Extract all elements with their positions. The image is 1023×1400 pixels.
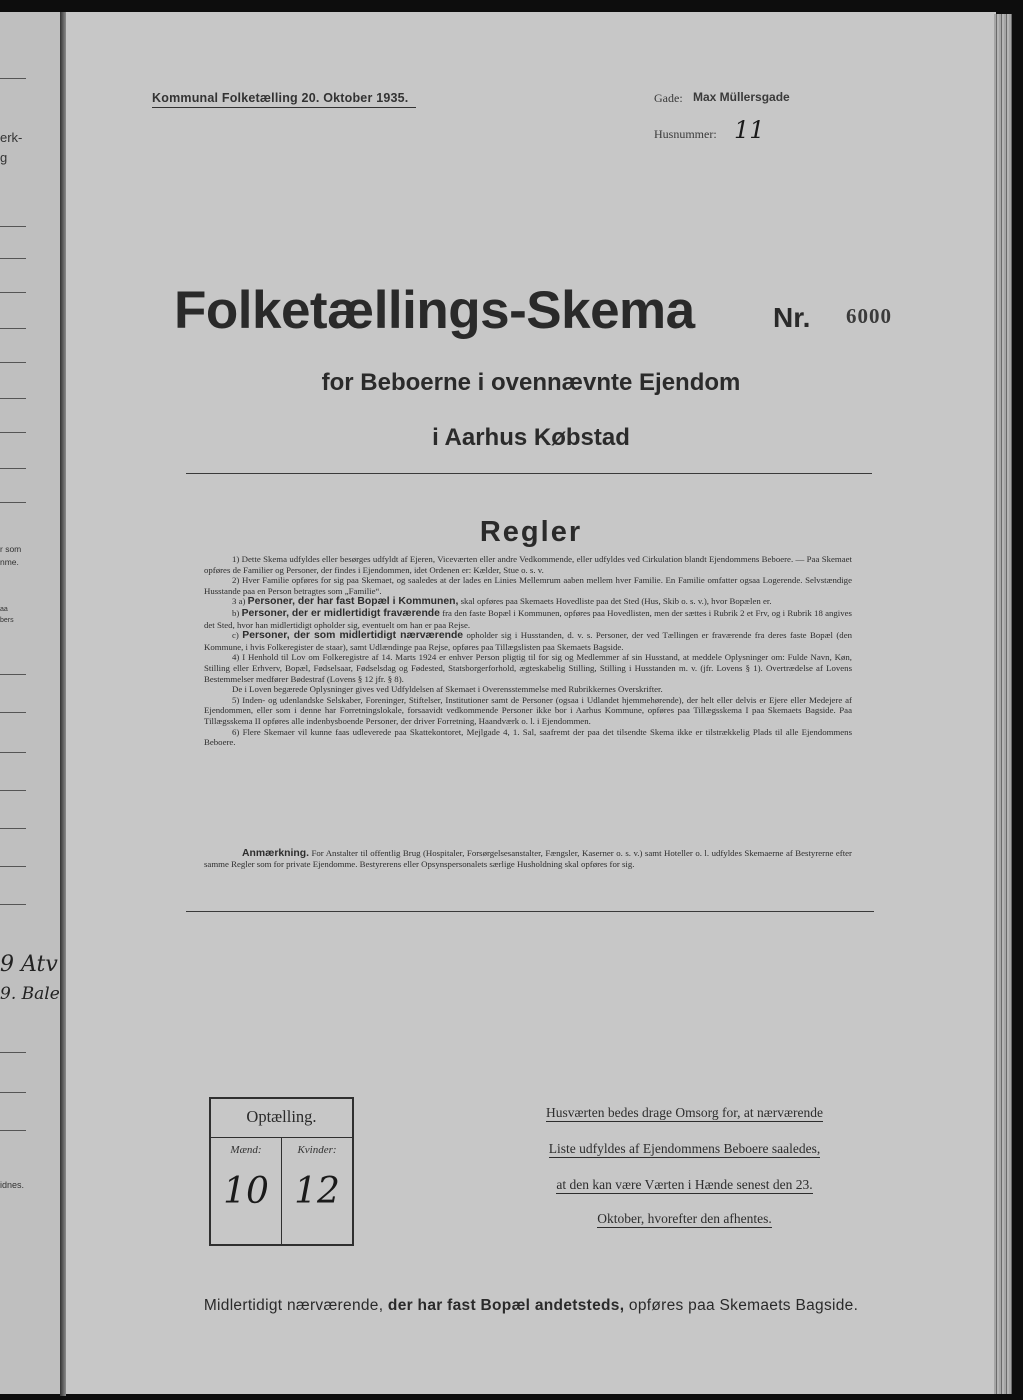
page-fragment-text: erk- bbox=[0, 130, 23, 145]
landlord-note-line bbox=[518, 1211, 851, 1227]
ruled-line bbox=[0, 502, 26, 503]
ruled-line bbox=[0, 226, 26, 227]
rule-6: 6) Flere Skemaer vil kunne faas udleverede paa Skattekontoret, Mejlgade 4, 1. Sal, saafremt der paa det tilsendte Skema ikke er tilstrækkelig Plads til alle Ejendommens Beboere. bbox=[204, 726, 852, 748]
handwritten-note: 9. Bale bbox=[0, 984, 60, 1004]
ruled-line bbox=[0, 362, 26, 363]
ruled-line bbox=[0, 328, 26, 329]
header-underline bbox=[152, 107, 416, 108]
ruled-line bbox=[0, 398, 26, 399]
page-fragment-text: r som bbox=[0, 544, 22, 554]
rule-3a bbox=[204, 596, 852, 608]
census-form-page bbox=[66, 12, 996, 1394]
men-label: Mænd: bbox=[230, 1144, 262, 1156]
footer-note bbox=[66, 1297, 996, 1315]
rules-heading: Regler bbox=[479, 516, 583, 548]
form-number-label: Nr. bbox=[773, 302, 811, 333]
rule-3b bbox=[204, 608, 852, 630]
page-fragment-text: bers bbox=[0, 617, 14, 624]
divider bbox=[186, 911, 874, 912]
rule-3c-bold: Personer, der som midlertidigt nærværende bbox=[242, 630, 464, 642]
rule-5: 5) Inden- og udenlandske Selskaber, Foreninger, Stiftelser, Institutioner samt de Personer (ogsaa i Udlandet hjemmehørende), der helt eller delvis er Ejere eller Medejere af Ejendommen, eller som i denne har Forretningslokale, forsaavidt vedkommende Personer ikke bor i Aarhus Kommune, opføres paa Tillægsskema I paa Skemaets Bagside. Paa Tillægsskema II opføres alle indenbysboende Personer, der driver Forretning, Haandværk o. l. i Ejendommen. bbox=[204, 694, 852, 726]
men-count: 10 bbox=[223, 1171, 269, 1212]
page-stack-edges bbox=[994, 14, 1012, 1394]
footer-part-1: Midlertidigt nærværende, bbox=[203, 1297, 384, 1314]
ruled-line bbox=[0, 468, 26, 469]
page-fragment-text: nme. bbox=[0, 557, 19, 567]
landlord-note-line bbox=[518, 1141, 851, 1157]
form-subtitle: for Beboerne i ovennævnte Ejendom bbox=[321, 369, 741, 396]
landlord-note-line bbox=[518, 1177, 851, 1193]
divider bbox=[186, 473, 872, 474]
rule-3c-number: c) bbox=[232, 630, 239, 641]
handwritten-note: 9 Atv bbox=[0, 952, 58, 977]
rule-4b: De i Loven begærede Oplysninger gives ved Udfyldelsen af Skemaet i Overensstemmelse med Rubrikkernes Overskrifter. bbox=[232, 684, 663, 695]
ruled-line bbox=[0, 78, 26, 79]
ruled-line bbox=[0, 752, 26, 753]
ruled-line bbox=[0, 432, 26, 433]
ruled-line bbox=[0, 790, 26, 791]
rule-3b-bold: Personer, der er midlertidigt fraværende bbox=[241, 607, 440, 619]
remark-paragraph bbox=[204, 848, 852, 870]
rule-1: 1) Dette Skema udfyldes eller besørges udfyldt af Ejeren, Viceværten eller andre Vedkommende, eller udfyldes ved Cirkulation blandt Ejendommens Beboere. — Paa Skemaet opføres de Familier og Personer, der findes i Ejendommen, idet Ordenen er: Kælder, Stue o. s. v. bbox=[204, 554, 852, 575]
ruled-line bbox=[0, 1092, 26, 1093]
ruled-line bbox=[0, 1130, 26, 1131]
rule-3a-bold: Personer, der har fast Bopæl i Kommunen, bbox=[247, 596, 459, 608]
footer-part-2: der har fast Bopæl andetsteds, bbox=[387, 1297, 625, 1314]
form-title: Folketællings-Skema bbox=[174, 281, 695, 340]
rule-3b-number: b) bbox=[232, 607, 240, 618]
rule-3c bbox=[204, 630, 852, 652]
landlord-note-text: Liste udfyldes af Ejendommens Beboere saaledes, bbox=[548, 1141, 821, 1156]
ruled-line bbox=[0, 904, 26, 905]
footer-part-3: opføres paa Skemaets Bagside. bbox=[628, 1297, 859, 1314]
ruled-line bbox=[0, 712, 26, 713]
landlord-note-line bbox=[518, 1105, 851, 1121]
form-number-value: 6000 bbox=[846, 304, 892, 328]
rule-3a-number: 3 a) bbox=[232, 596, 246, 607]
rule-4: 4) I Henhold til Lov om Folkeregistre af 14. Marts 1924 er enhver Person pligtig til for sig og Medlemmer af sin Husstand, at meddele Oplysninger om: Fulde Navn, Køn, Stilling eller Erhverv, Bopæl, Fødselsaar, Fødselsdag og Fødested, Statsborgerforhold, ægteskabelig Stilling, Stilling i Husstanden m. v. (jfr. Lovens § 1). Overtrædelse af Lovens Bestemmelser medfører Bødestraf (Lovens § 12 jfr. § 8). bbox=[204, 652, 852, 684]
ruled-line bbox=[0, 292, 26, 293]
women-count: 12 bbox=[294, 1171, 340, 1212]
rule-3c-text: opholder sig i Husstanden, d. v. s. Personer, der ved Tællingen er fraværende fra deres faste Bopæl (den Kommune, i hvis Folkeregister de staar), samt Udlændinge paa Rejse, opføres paa Tillægslisten paa Skemaets Bagside. bbox=[204, 630, 852, 652]
page-fragment-text: aa bbox=[0, 606, 8, 613]
street-value: Max Müllersgade bbox=[693, 90, 790, 104]
ruled-line bbox=[0, 866, 26, 867]
street-label: Gade: bbox=[654, 91, 683, 105]
house-number-label: Husnummer: bbox=[654, 127, 717, 141]
ruled-line bbox=[0, 674, 26, 675]
ruled-line bbox=[0, 258, 26, 259]
page-fragment-text: idnes. bbox=[0, 1180, 25, 1190]
count-box-title: Optælling. bbox=[246, 1107, 317, 1126]
remark-heading: Anmærkning. bbox=[242, 848, 309, 859]
rules-text bbox=[204, 554, 852, 748]
ruled-line bbox=[0, 828, 26, 829]
census-header: Kommunal Folketælling 20. Oktober 1935. bbox=[152, 91, 409, 105]
count-box bbox=[209, 1097, 354, 1246]
house-number-value: 11 bbox=[734, 116, 765, 144]
form-location: i Aarhus Købstad bbox=[432, 424, 630, 451]
women-label: Kvinder: bbox=[297, 1144, 337, 1156]
landlord-note-text: at den kan være Værten i Hænde senest den 23. bbox=[556, 1177, 813, 1192]
page-fragment-text: g bbox=[0, 150, 8, 165]
landlord-note-text: Husværten bedes drage Omsorg for, at nærværende bbox=[545, 1105, 824, 1120]
previous-page-edge bbox=[0, 12, 60, 1394]
rule-2: 2) Hver Familie opføres for sig paa Skemaet, og saaledes at der lades en Linies Mellemrum aaben mellem hver Familie. En Familie omfatter ogsaa Logerende. Selvstændige Husstande paa en Person betragtes som „Familie“. bbox=[204, 575, 852, 596]
rule-3a-text: skal opføres paa Skemaets Hovedliste paa det Sted (Hus, Skib o. s. v.), hvor Bopælen er. bbox=[460, 596, 772, 607]
remark-text: For Anstalter til offentlig Brug (Hospitaler, Forsørgelsesanstalter, Fængsler, Kaserner o. s. v.) samt Hoteller o. l. udfyldes Skemaerne af Bestyrerne efter samme Regler som for private Ejendomme. Bestyrerens eller Opsynspersonalets særlige Husholdning skal opføres for sig. bbox=[204, 848, 852, 870]
ruled-line bbox=[0, 1052, 26, 1053]
rule-3b-text: fra den faste Bopæl i Kommunen, opføres paa Hovedlisten, men der sættes i Rubrik 2 et Frv, og i Rubrik 18 angives det Sted, hvor han midlertidigt opholder sig, eventuelt om han er paa Rejse. bbox=[204, 607, 852, 630]
landlord-note-text: Oktober, hvorefter den afhentes. bbox=[597, 1211, 772, 1226]
